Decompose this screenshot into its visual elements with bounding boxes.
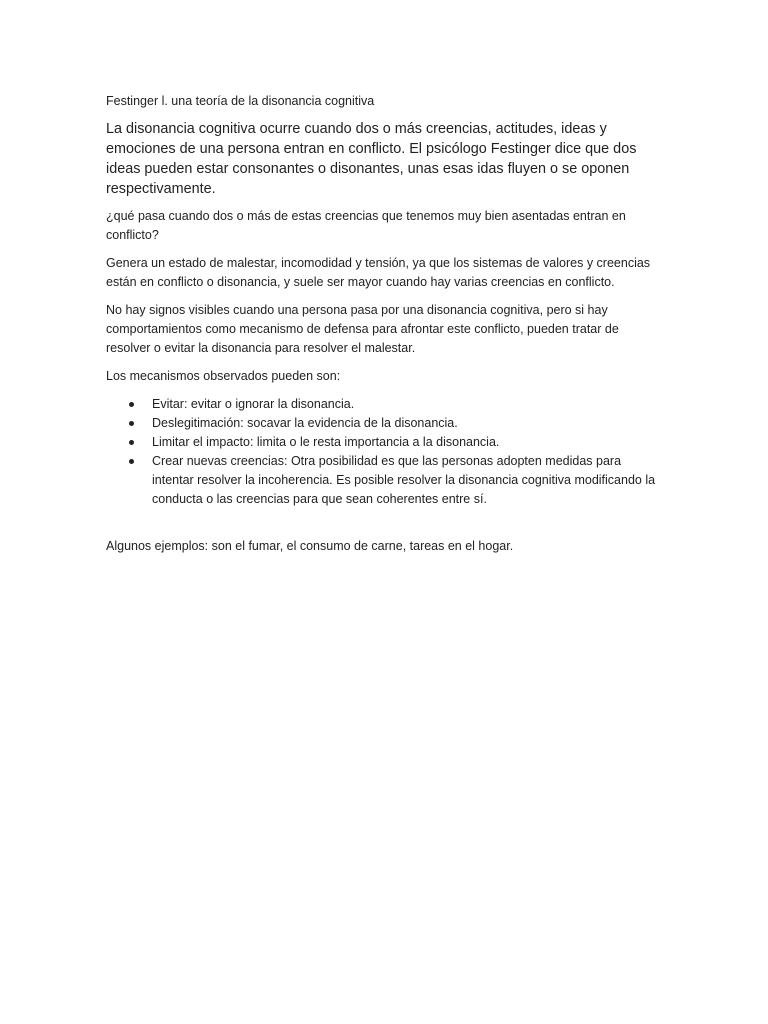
examples-paragraph: Algunos ejemplos: son el fumar, el consumo de carne, tareas en el hogar.: [106, 539, 514, 553]
bullet-icon: [129, 440, 134, 445]
list-item-text: Limitar el impacto: limita o le resta importancia a la disonancia.: [152, 435, 500, 449]
bullet-icon: [129, 459, 134, 464]
question-paragraph: ¿qué pasa cuando dos o más de estas creencias que tenemos muy bien asentadas entran en conflicto?: [106, 209, 626, 242]
spacer: [106, 509, 666, 537]
document-title: Festinger l. una teoría de la disonancia cognitiva: [106, 94, 375, 108]
list-item-text: Deslegitimación: socavar la evidencia de la disonancia.: [152, 416, 458, 430]
intro-paragraph: La disonancia cognitiva ocurre cuando dos o más creencias, actitudes, ideas y emociones de una persona entran en conflicto. El psicólogo Festinger dice que dos ideas pueden estar consonantes o disonantes, unas esas idas fluyen o se oponen respectivamente.: [106, 121, 637, 197]
list-item: [106, 414, 666, 433]
list-item: [106, 395, 666, 414]
mechanisms-intro: Los mecanismos observados pueden son:: [106, 369, 341, 383]
bullet-icon: [129, 421, 134, 426]
mechanisms-list: [106, 395, 666, 509]
answer-paragraph: Genera un estado de malestar, incomodidad y tensión, ya que los sistemas de valores y creencias están en conflicto o disonancia, y suele ser mayor cuando hay varias creencias en conflicto.: [106, 256, 651, 289]
list-item-text: Crear nuevas creencias: Otra posibilidad es que las personas adopten medidas para intentar resolver la incoherencia. Es posible resolver la disonancia cognitiva modificando la conducta o las creencias para que sean coherentes entre sí.: [152, 454, 656, 506]
document-page: [106, 92, 666, 565]
signs-paragraph: No hay signos visibles cuando una persona pasa por una disonancia cognitiva, pero si hay comportamientos como mecanismo de defensa para afrontar este conflicto, pueden tratar de resolver o evitar la disonancia para resolver el malestar.: [106, 303, 619, 355]
bullet-icon: [129, 402, 134, 407]
list-item-text: Evitar: evitar o ignorar la disonancia.: [152, 397, 355, 411]
list-item: [106, 433, 666, 452]
list-item: [106, 452, 666, 509]
